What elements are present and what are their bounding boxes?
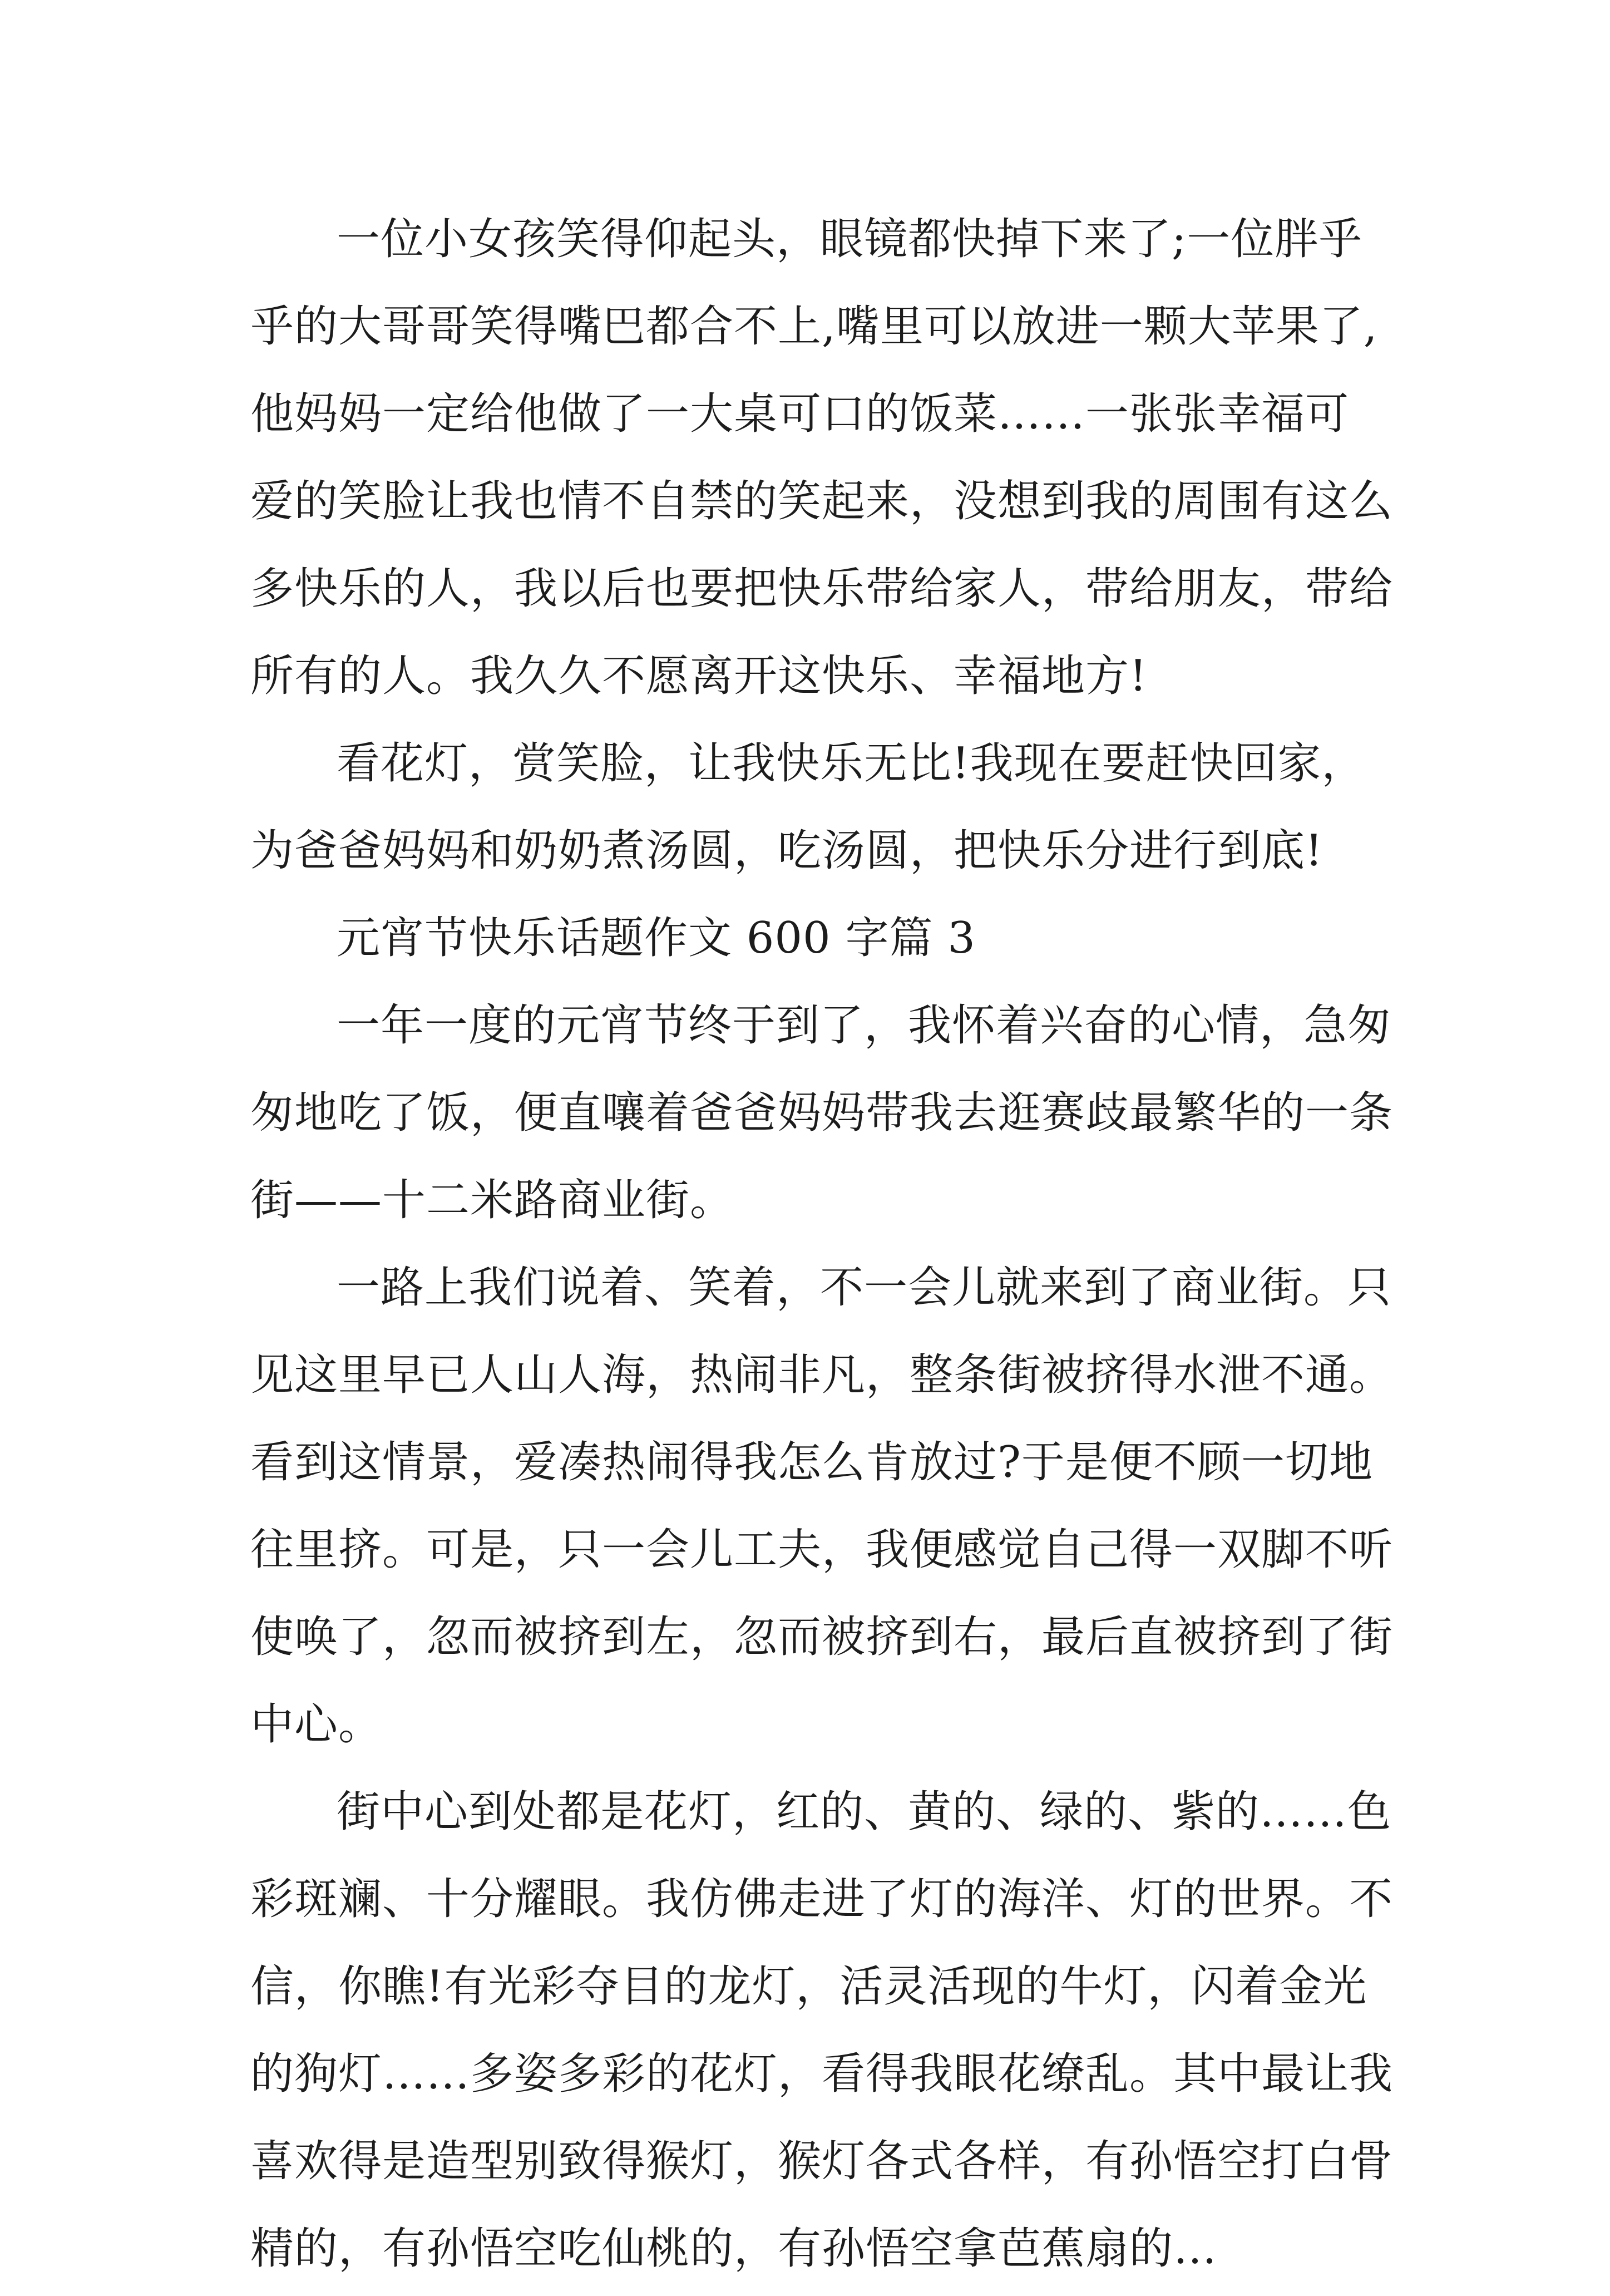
text-line: 一路上我们说着、笑着，不一会儿就来到了商业街。只 (337, 1263, 1392, 1313)
text-line: 乎的大哥哥笑得嘴巴都合不上,嘴里可以放进一颗大苹果了, (250, 302, 1378, 352)
text-line: 匆地吃了饭，便直嚷着爸爸妈妈带我去逛赛歧最繁华的一条 (250, 1088, 1394, 1138)
text-line: 往里挤。可是，只一会儿工夫，我便感觉自己得一双脚不听 (250, 1525, 1394, 1575)
text-line: 多快乐的人，我以后也要把快乐带给家人，带给朋友，带给 (250, 564, 1394, 614)
text-line: 一年一度的元宵节终于到了，我怀着兴奋的心情，急匆 (337, 1001, 1392, 1051)
section-heading: 元宵节快乐话题作文 600 字篇 3 (337, 913, 976, 963)
text-line: 见这里早已人山人海，热闹非凡，整条街被挤得水泄不通。 (250, 1350, 1394, 1400)
text-line: 街——十二米路商业街。 (250, 1175, 734, 1225)
text-line: 为爸爸妈妈和奶奶煮汤圆，吃汤圆，把快乐分进行到底! (250, 826, 1323, 876)
text-line: 喜欢得是造型别致得猴灯，猴灯各式各样，有孙悟空打白骨 (250, 2136, 1394, 2186)
text-line: 爱的笑脸让我也情不自禁的笑起来，没想到我的周围有这么 (250, 476, 1394, 526)
text-line: 彩斑斓、十分耀眼。我仿佛走进了灯的海洋、灯的世界。不 (250, 1874, 1394, 1924)
text-line: 中心。 (250, 1699, 383, 1750)
text-line: 使唤了，忽而被挤到左，忽而被挤到右，最后直被挤到了街 (250, 1612, 1394, 1662)
text-line: 看到这情景，爱凑热闹得我怎么肯放过?于是便不顾一切地 (250, 1437, 1373, 1487)
text-line: 一位小女孩笑得仰起头，眼镜都快掉下来了;一位胖乎 (337, 214, 1363, 264)
text-line: 街中心到处都是花灯，红的、黄的、绿的、紫的……色 (337, 1787, 1392, 1837)
text-line: 的狗灯……多姿多彩的花灯，看得我眼花缭乱。其中最让我 (250, 2049, 1394, 2099)
text-line: 信，你瞧!有光彩夺目的龙灯，活灵活现的牛灯，闪着金光 (250, 1962, 1367, 2012)
text-line: 他妈妈一定给他做了一大桌可口的饭菜……一张张幸福可 (250, 389, 1350, 439)
text-line: 看花灯，赏笑脸，让我快乐无比!我现在要赶快回家， (337, 738, 1366, 789)
text-line: 所有的人。我久久不愿离开这快乐、幸福地方! (250, 651, 1148, 701)
text-line: 精的，有孙悟空吃仙桃的，有孙悟空拿芭蕉扇的… (250, 2224, 1218, 2274)
